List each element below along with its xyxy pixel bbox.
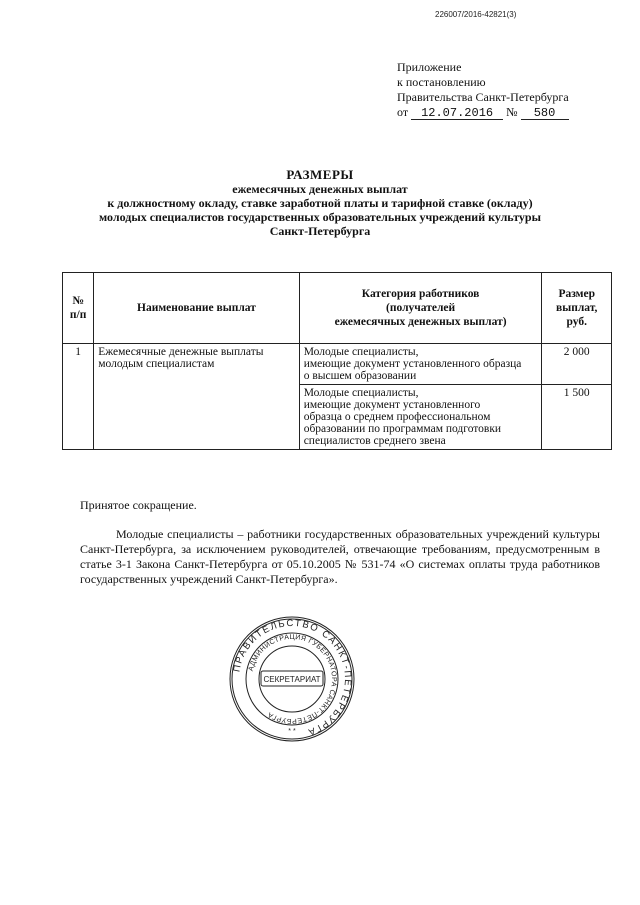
appendix-line3: Правительства Санкт-Петербурга (397, 90, 569, 104)
row-category: Молодые специалисты, имеющие документ установленного образца о среднем профессиональном образовании по программам подготовки специалистов среднего звена (299, 385, 542, 450)
seal-outer-text: ПРАВИТЕЛЬСТВО САНКТ-ПЕТЕРБУРГА (231, 617, 354, 738)
appendix-line2: к постановлению (397, 75, 486, 89)
number-prefix: № (506, 105, 518, 119)
resolution-date: 12.07.2016 (411, 107, 503, 120)
title-line5: Санкт-Петербурга (269, 224, 371, 238)
appendix-date-line (397, 105, 569, 120)
title-line3: к должностному окладу, ставке заработной платы и тарифной ставке (окладу) (107, 196, 533, 210)
header-num: № п/п (63, 273, 94, 344)
appendix-line1: Приложение (397, 60, 462, 74)
document-title (60, 168, 580, 238)
row-amount: 1 500 (542, 385, 612, 450)
table-row (63, 344, 612, 385)
row-category: Молодые специалисты, имеющие документ установленного образца о высшем образовании (299, 344, 542, 385)
seal-inner-text: АДМИНИСТРАЦИЯ ГУБЕРНАТОРА САНКТ-ПЕТЕРБУРГА (247, 633, 338, 725)
seal-stars: * * (288, 728, 296, 735)
title-main: РАЗМЕРЫ (286, 167, 354, 182)
seal-center-text: СЕКРЕТАРИАТ (263, 675, 321, 684)
official-seal (228, 615, 356, 743)
header-category: Категория работников (получателей ежемесячных денежных выплат) (299, 273, 542, 344)
title-line4: молодых специалистов государственных образовательных учреждений культуры (99, 210, 541, 224)
header-size: Размер выплат, руб. (542, 273, 612, 344)
definition-paragraph: Молодые специалисты – работники государственных образовательных учреждений культуры Санкт-Петербурга, за исключением руководителей, отвечающие требованиям, предусмотренным в статье 3-1 Закона Санкт-Петербурга от 05.10.2005 № 531-74 «О системах оплаты труда работников государственных учреждений Санкт-Петербурга». (80, 527, 600, 586)
title-line2: ежемесячных денежных выплат (232, 182, 408, 196)
payments-table (62, 272, 612, 450)
row-payment-name: Ежемесячные денежные выплаты молодым специалистам (94, 344, 299, 450)
document-number: 226007/2016-42821(3) (435, 10, 517, 19)
abbreviation-heading: Принятое сокращение. (80, 498, 197, 512)
table-header-row (63, 273, 612, 344)
resolution-number: 580 (521, 107, 569, 120)
seal-graphic (228, 615, 356, 743)
date-prefix: от (397, 105, 409, 119)
appendix-block (397, 60, 569, 120)
row-amount: 2 000 (542, 344, 612, 385)
row-number: 1 (63, 344, 94, 450)
header-name: Наименование выплат (94, 273, 299, 344)
